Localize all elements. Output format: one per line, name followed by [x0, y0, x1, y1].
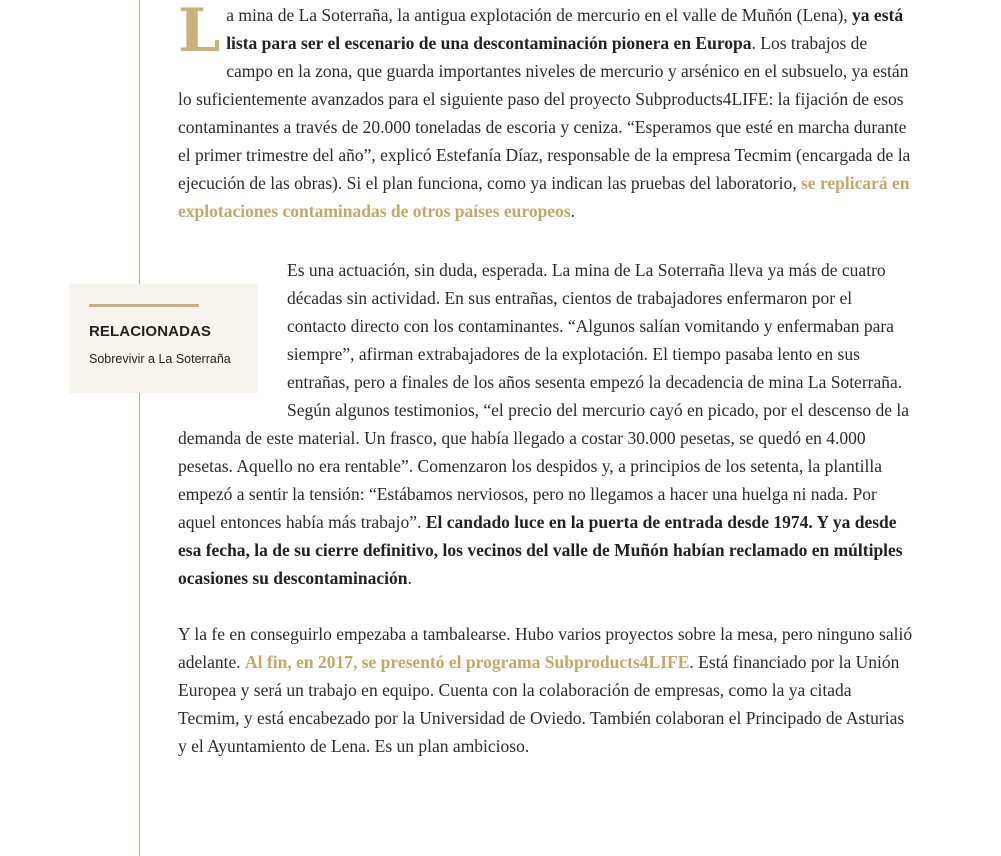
paragraph-2 — [178, 253, 913, 592]
text-run: Es una actuación, sin duda, esperada. La mina de La Soterraña lleva ya más de cuatro décadas sin actividad. En sus entrañas, cientos de trabajadores enfermaron por el contacto directo con los contaminantes. “Algunos salían vomitando y enfermaban para siempre”, afirman extrabajadores de la explotación. El tiempo pasaba lento en sus entrañas, pero a finales de los años sesenta empezó la decadencia de mina La Soterraña. Según algunos testimonios, “el precio del mercurio cayó en picado, por el descenso de la demanda de este material. Un frasco, que había llegado a costar 30.000 pesetas, se quedó en 4.000 pesetas. Aquello no era rentable”. Comenzaron los despidos y, a principios de los setenta, la plantilla empezó a sentir la tensión: “Estábamos nerviosos, pero no llegamos a hacer una huelga ni nada. Por aquel entonces había más trabajo”. — [178, 260, 910, 532]
inline-link[interactable]: Al fin, en 2017, se presentó el programa Subproducts4LIFE — [245, 652, 690, 672]
related-link-sobrevivir[interactable]: Sobrevivir a La Soterraña — [89, 352, 231, 366]
bold-text: ya está lista para ser el escenario de una descontaminación pionera en Europa — [226, 5, 904, 53]
related-heading: RELACIONADAS — [89, 323, 212, 340]
article-side-rule — [139, 0, 140, 856]
text-run: Y la fe en conseguirlo empezaba a tambalearse. Hubo varios proyectos sobre la mesa, pero ninguno salió adelante. — [178, 624, 913, 672]
article-body — [178, 0, 913, 760]
inline-link[interactable]: se replicará en explotaciones contaminadas de otros países europeos — [178, 173, 910, 221]
text-run: . — [570, 201, 576, 221]
text-run: . Está financiado por la Unión Europea y será un trabajo en equipo. Cuenta con la colaboración de empresas, como la ya citada Tecmim, y está encabezado por la Universidad de Oviedo. También colaboran el Principado de Asturias y el Ayuntamiento de Lena. Es un plan ambicioso. — [178, 652, 905, 756]
drop-cap: L — [178, 0, 221, 66]
paragraph-1 — [178, 0, 913, 225]
bold-text: El candado luce en la puerta de entrada desde 1974. Y ya desde esa fecha, la de su cierre definitivo, los vecinos del valle de Muñón habían reclamado en múltiples ocasiones su descontaminación — [178, 512, 903, 588]
paragraph-3 — [178, 620, 913, 760]
related-accent-bar — [89, 304, 199, 307]
related-articles-box — [69, 284, 258, 393]
text-run: . — [407, 568, 412, 588]
text-run: a mina de La Soterraña, la antigua explotación de mercurio en el valle de Muñón (Lena), — [226, 5, 853, 25]
text-run: . Los trabajos de campo en la zona, que guarda importantes niveles de mercurio y arsénico en el subsuelo, ya están lo suficientemente avanzados para el siguiente paso del proyecto Subproducts4LIFE: la fijación de esos contaminantes a través de 20.000 toneladas de escoria y ceniza. “Esperamos que esté en marcha durante el primer trimestre del año”, explicó Estefanía Díaz, responsable de la empresa Tecmim (encargada de la ejecución de las obras). Si el plan funciona, como ya indican las pruebas del laboratorio, — [178, 33, 911, 193]
